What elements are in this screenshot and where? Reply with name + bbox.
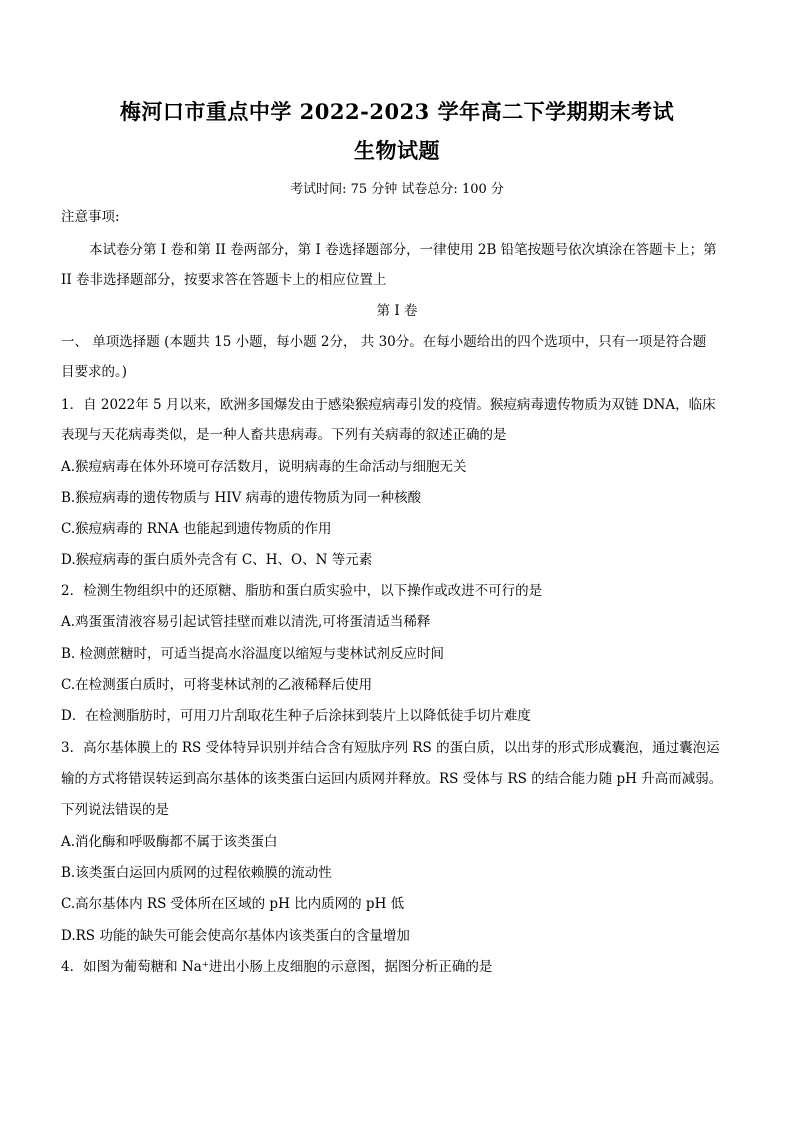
q3-option-d: D.RS 功能的缺失可能会使高尔基体内该类蛋白的含量增加 <box>61 928 410 944</box>
q2-option-d: D．在检测脂肪时，可用刀片刮取花生种子后涂抹到装片上以降低徒手切片难度 <box>61 708 531 724</box>
q4-stem: 4．如图为葡萄糖和 Na⁺进出小肠上皮细胞的示意图，据图分析正确的是 <box>61 959 493 975</box>
q1-option-d: D.猴痘病毒的蛋白质外壳含有 C、H、O、N 等元素 <box>61 552 373 568</box>
exam-meta: 考试时间: 75 分钟 试卷总分: 100 分 <box>290 182 504 197</box>
q1-option-b: B.猴痘病毒的遗传物质与 HIV 病毒的遗传物质为同一种核酸 <box>61 490 422 506</box>
notice-line-2: II 卷非选择题部分，按要求答在答题卡上的相应位置上 <box>61 272 387 288</box>
volume-title: 第 I 卷 <box>376 303 418 319</box>
q3-stem-3: 下列说法错误的是 <box>61 802 169 818</box>
q2-option-c: C.在检测蛋白质时，可将斐林试剂的乙液稀释后使用 <box>61 677 373 693</box>
q3-option-b: B.该类蛋白运回内质网的过程依赖膜的流动性 <box>61 865 332 881</box>
q2-option-b: B. 检测蔗糖时，可适当提高水浴温度以缩短与斐林试剂反应时间 <box>61 646 445 662</box>
section-heading-1: 一、 单项选择题 (本题共 15 小题，每小题 2分， 共 30分。在每小题给出的四个选项中，只有一项是符合题 <box>61 334 707 350</box>
q2-stem: 2．检测生物组织中的还原糖、脂肪和蛋白质实验中，以下操作或改进不可行的是 <box>61 583 543 599</box>
q1-stem-1: 1．自 2022年 5 月以来，欧洲多国爆发由于感染猴痘病毒引发的疫情。猴痘病毒遗传物质为双链 DNA，临床 <box>61 397 716 413</box>
q1-option-a: A.猴痘病毒在体外环境可存活数月，说明病毒的生命活动与细胞无关 <box>61 459 467 475</box>
q1-stem-2: 表现与天花病毒类似，是一种人畜共患病毒。下列有关病毒的叙述正确的是 <box>61 427 507 443</box>
q1-option-c: C.猴痘病毒的 RNA 也能起到遗传物质的作用 <box>61 521 332 537</box>
exam-subtitle: 生物试题 <box>354 138 440 163</box>
q3-option-c: C.高尔基体内 RS 受体所在区域的 pH 比内质网的 pH 低 <box>61 896 405 912</box>
q3-stem-1: 3．高尔基体膜上的 RS 受体特异识别并结合含有短肽序列 RS 的蛋白质，以出芽的形式形成囊泡，通过囊泡运 <box>61 740 720 756</box>
q3-stem-2: 输的方式将错误转运到高尔基体的该类蛋白运回内质网并释放。RS 受体与 RS 的结合能力随 pH 升高而减弱。 <box>61 771 723 787</box>
notice-line-1: 本试卷分第 I 卷和第 II 卷两部分，第 I 卷选择题部分，一律使用 2B 铅笔按题号依次填涂在答题卡上；第 <box>89 242 717 258</box>
exam-title: 梅河口市重点中学 2022-2023 学年高二下学期期末考试 <box>119 99 675 124</box>
q2-option-a: A.鸡蛋蛋清液容易引起试管挂壁而难以清洗,可将蛋清适当稀释 <box>61 614 431 630</box>
section-heading-2: 目要求的。) <box>61 364 128 380</box>
notice-heading: 注意事项: <box>61 209 120 225</box>
q3-option-a: A.消化酶和呼吸酶都不属于该类蛋白 <box>61 834 278 850</box>
